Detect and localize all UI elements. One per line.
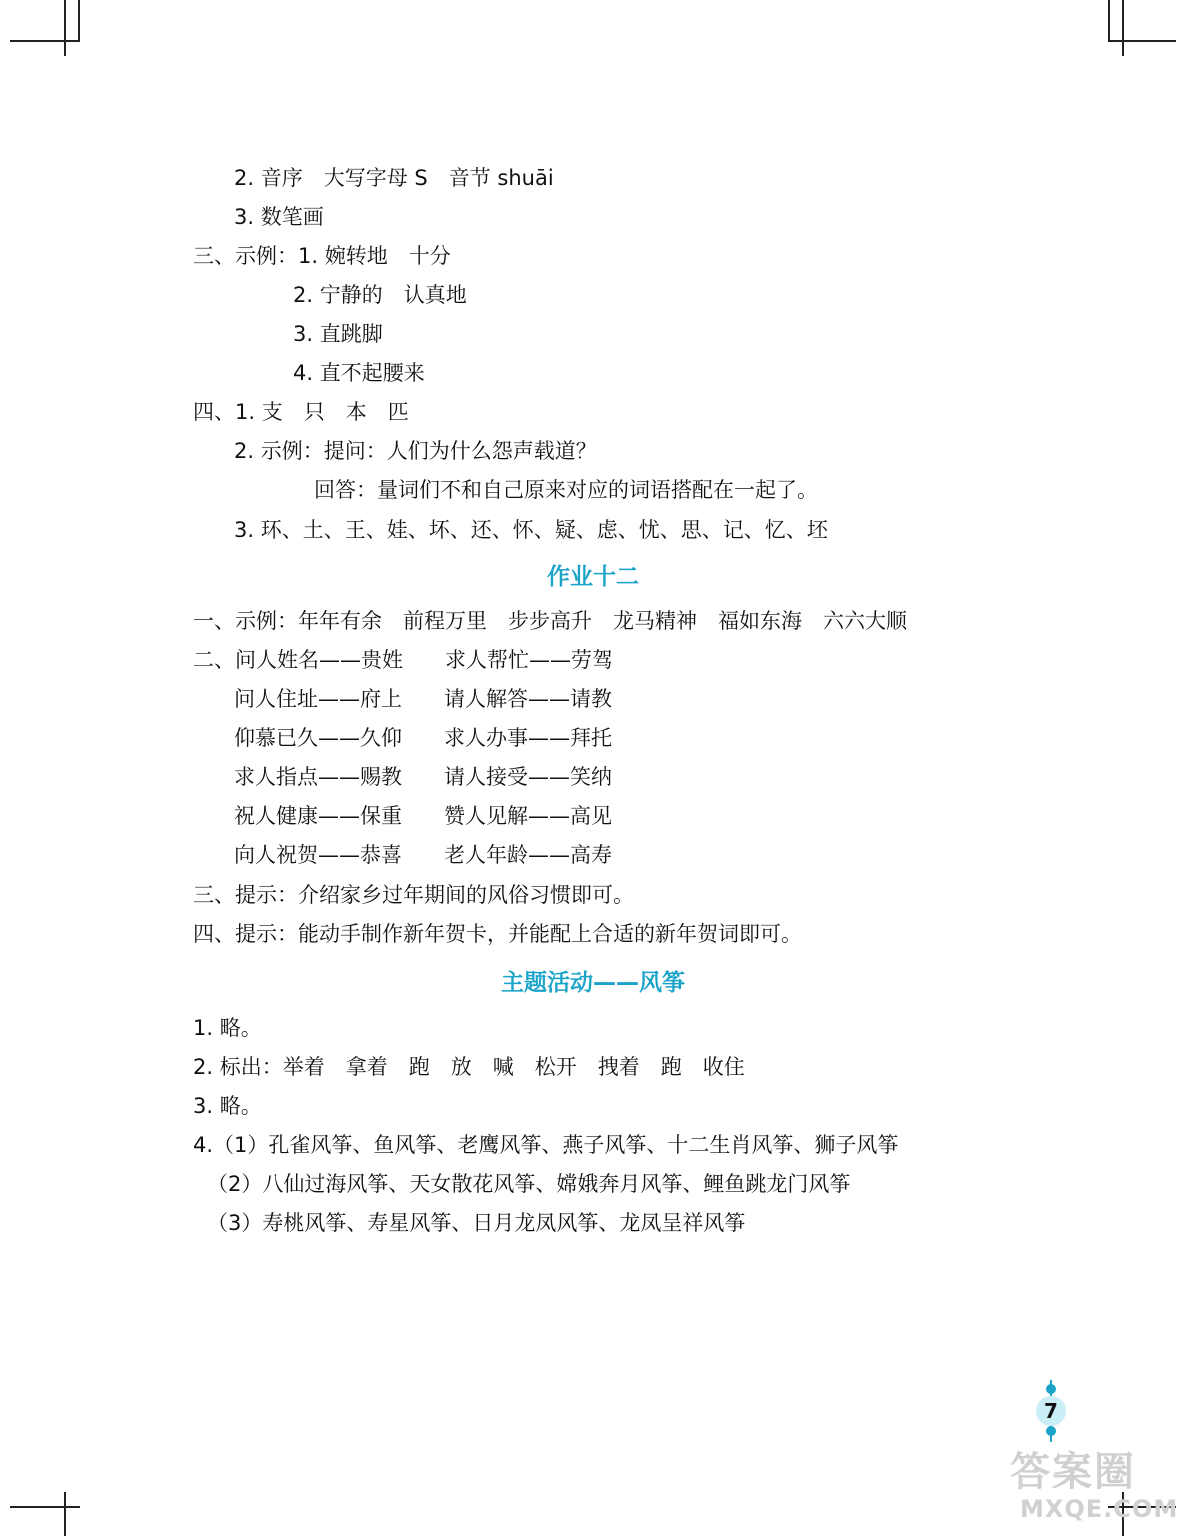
crop-mark-top-left-v	[64, 0, 66, 56]
answer-line: 四、1. 支 只 本 匹	[193, 400, 409, 424]
answer-line: 向人祝贺——恭喜 老人年龄——高寿	[234, 843, 612, 867]
answer-line: 2. 示例：提问：人们为什么怨声载道？	[234, 439, 597, 463]
answer-line: 2. 宁静的 认真地	[293, 283, 467, 307]
answer-line: 三、提示：介绍家乡过年期间的风俗习惯即可。	[193, 883, 634, 907]
crop-mark-top-right-h	[1108, 40, 1176, 42]
answer-line: 仰慕已久——久仰 求人办事——拜托	[234, 726, 612, 750]
answer-line: （2）八仙过海风筝、天女散花风筝、嫦娥奔月风筝、鲤鱼跳龙门风筝	[207, 1172, 851, 1196]
answer-line: 3. 数笔画	[234, 205, 324, 229]
watermark-logo: 答案圈	[1010, 1449, 1136, 1495]
watermark-url: MXQE.COM	[1020, 1495, 1179, 1523]
answer-line: 二、问人姓名——贵姓 求人帮忙——劳驾	[193, 648, 613, 672]
answer-line: 2. 标出：举着 拿着 跑 放 喊 松开 拽着 跑 收住	[193, 1055, 745, 1079]
answer-line: 2. 音序 大写字母 S 音节 shuāi	[234, 166, 554, 190]
answer-line: 4.（1）孔雀风筝、鱼风筝、老鹰风筝、燕子风筝、十二生肖风筝、狮子风筝	[193, 1133, 899, 1157]
crop-mark-top-left-h	[10, 40, 80, 42]
page-number-dot-top	[1046, 1384, 1056, 1394]
crop-mark-top-left-v2	[78, 0, 80, 42]
answer-line: 四、提示：能动手制作新年贺卡，并能配上合适的新年贺词即可。	[193, 922, 802, 946]
answer-line: 问人住址——府上 请人解答——请教	[234, 687, 612, 711]
answer-line: 4. 直不起腰来	[293, 361, 425, 385]
crop-mark-top-right-v2	[1122, 0, 1124, 56]
answer-line: 3. 直跳脚	[293, 322, 383, 346]
section-heading-kite-activity: 主题活动——风筝	[501, 970, 685, 996]
page-number: 7	[1036, 1396, 1066, 1426]
answer-line: 3. 环、土、王、娃、坏、还、怀、疑、虑、忧、思、记、忆、坯	[234, 518, 828, 542]
answer-line: 求人指点——赐教 请人接受——笑纳	[234, 765, 612, 789]
answer-line: 三、示例：1. 婉转地 十分	[193, 244, 451, 268]
answer-line: 回答：量词们不和自己原来对应的词语搭配在一起了。	[314, 478, 818, 502]
section-heading-homework-12: 作业十二	[547, 564, 639, 590]
answer-line: 一、示例：年年有余 前程万里 步步高升 龙马精神 福如东海 六六大顺	[193, 609, 907, 633]
answer-line: 3. 略。	[193, 1094, 262, 1118]
page-number-dot-bottom	[1046, 1426, 1056, 1436]
answer-line: 祝人健康——保重 赞人见解——高见	[234, 804, 612, 828]
crop-mark-top-right-v	[1108, 0, 1110, 42]
crop-mark-bottom-left-v	[64, 1492, 66, 1536]
crop-mark-bottom-left-h	[10, 1506, 80, 1508]
answer-line: 1. 略。	[193, 1016, 262, 1040]
answer-line: （3）寿桃风筝、寿星风筝、日月龙凤风筝、龙凤呈祥风筝	[207, 1211, 746, 1235]
